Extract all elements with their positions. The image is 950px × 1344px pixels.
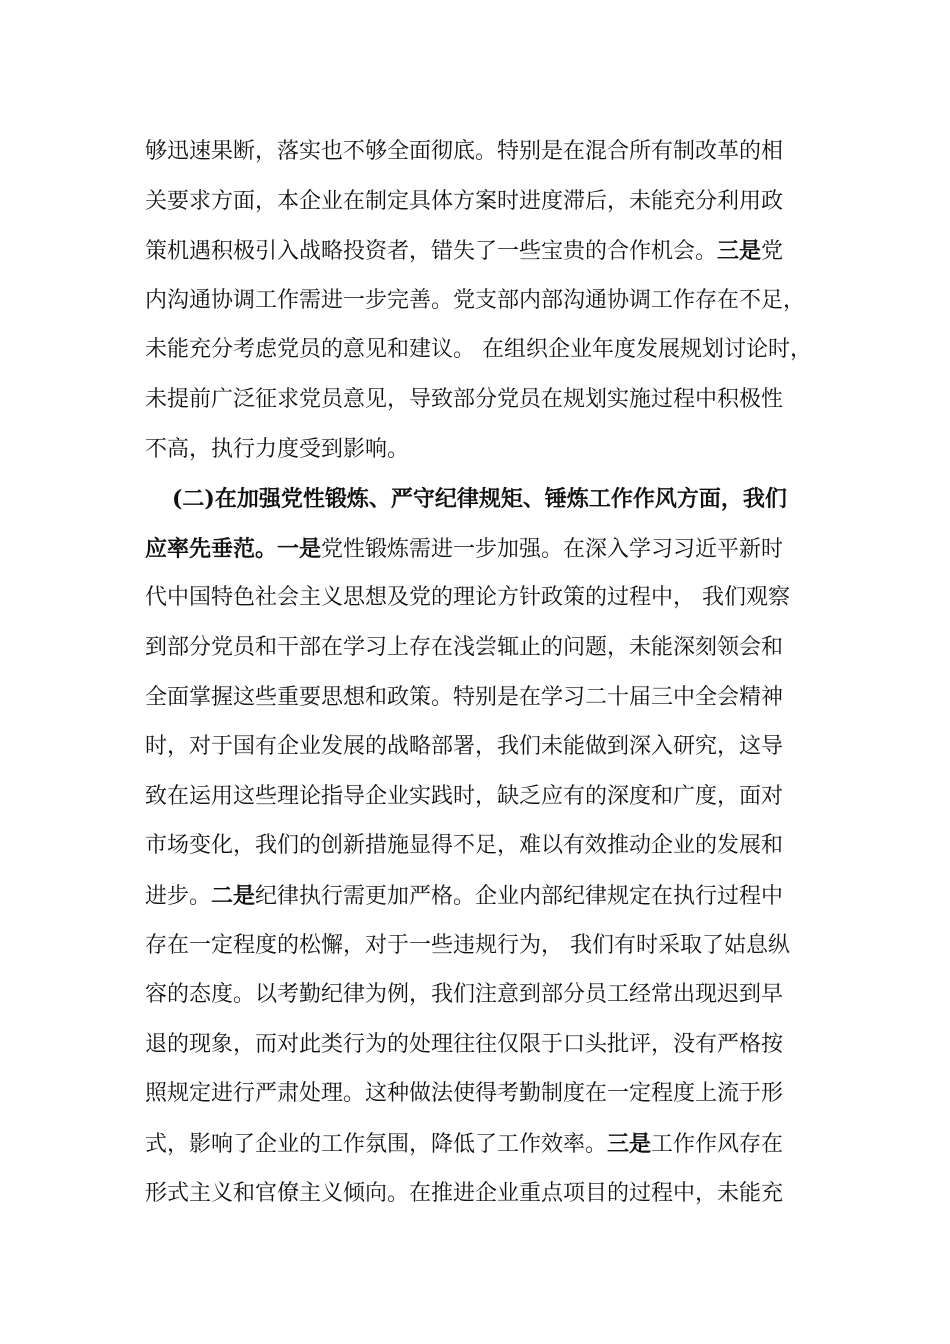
text-line: [145, 1129, 825, 1160]
bold-text-segment: 三是: [607, 1131, 652, 1157]
text-line: [145, 286, 825, 316]
text-segment: 全面掌握这些重要思想和政策。特别是在学习二十届三中全会精神: [145, 684, 784, 710]
text-line: [145, 782, 825, 812]
text-line: [145, 435, 825, 465]
text-line: [145, 385, 825, 415]
text-segment: 党: [761, 239, 784, 265]
text-segment: 进步。: [145, 884, 212, 909]
text-segment: 形式主义和官僚主义倾向。在推进企业重点项目的过程中，未能充: [145, 1180, 784, 1206]
text-segment: 到部分党员和干部在学习上存在浅尝辄止的问题，未能深刻领会和: [145, 635, 784, 660]
text-segment: 纪律执行需更加严格。企业内部纪律规定在执行过程中: [255, 884, 784, 909]
text-segment: 照规定进行严肃处理。这种做法使得考勤制度在一定程度上流于形: [145, 1081, 784, 1107]
text-line: [145, 1030, 825, 1060]
text-segment: 关要求方面，本企业在制定具体方案时进度滞后，未能充分利用政: [145, 188, 784, 214]
text-segment: 存在一定程度的松懈，对于一些违规行为， 我们有时采取了姑息纵: [145, 932, 790, 958]
text-segment: 退的现象，而对此类行为的处理往往仅限于口头批评，没有严格按: [145, 1031, 784, 1057]
text-segment: 式，影响了企业的工作氛围，降低了工作效率。: [145, 1132, 608, 1157]
bold-text-segment: 二是: [211, 883, 256, 909]
text-segment: 未提前广泛征求党员意见，导致部分党员在规划实施过程中积极性: [145, 387, 784, 412]
text-segment: 够迅速果断，落实也不够全面彻底。特别是在混合所有制改革的相: [145, 139, 784, 164]
text-line: [145, 236, 825, 267]
text-segment: 未能充分考虑党员的意见和建议。 在组织企业年度发展规划讨论时，: [145, 337, 812, 363]
text-line: [145, 683, 825, 713]
text-segment: 时，对于国有企业发展的战略部署，我们未能做到深入研究，这导: [145, 734, 784, 760]
bold-text-segment: 一是: [277, 535, 322, 562]
text-segment: 容的态度。以考勤纪律为例，我们注意到部分员工经常出现迟到早: [145, 982, 784, 1008]
text-segment: 工作作风存在: [651, 1132, 784, 1157]
text-line: [172, 484, 852, 515]
text-line: [145, 1079, 825, 1109]
text-line: [145, 881, 825, 912]
bold-text-segment: 应率先垂范。: [145, 535, 278, 562]
text-segment: 市场变化，我们的创新措施显得不足，难以有效推动企业的发展和: [145, 833, 784, 859]
text-line: [145, 633, 825, 663]
text-line: [145, 980, 825, 1010]
bold-text-segment: (二)在加强党性锻炼、严守纪律规矩、锤炼工作作风方面，我们: [172, 486, 787, 513]
text-segment: 内沟通协调工作需进一步完善。党支部内部沟通协调工作存在不足，: [145, 287, 806, 313]
text-line: [145, 187, 825, 217]
text-line: [145, 1179, 825, 1209]
text-line: [145, 137, 825, 167]
text-segment: 致在运用这些理论指导企业实践时，缺乏应有的深度和广度，面对: [145, 783, 784, 809]
text-segment: 党性锻炼需进一步加强。在深入学习习近平新时: [321, 536, 784, 562]
text-line: [145, 583, 825, 613]
text-line: [145, 335, 825, 365]
text-segment: 代中国特色社会主义思想及党的理论方针政策的过程中， 我们观察: [145, 585, 790, 611]
text-line: [145, 931, 825, 961]
text-segment: 策机遇积极引入战略投资者，错失了一些宝贵的合作机会。: [145, 239, 718, 265]
text-line: [145, 534, 825, 565]
text-line: [145, 831, 825, 861]
text-segment: 不高，执行力度受到影响。: [145, 436, 410, 462]
text-line: [145, 732, 825, 762]
bold-text-segment: 三是: [717, 238, 762, 265]
